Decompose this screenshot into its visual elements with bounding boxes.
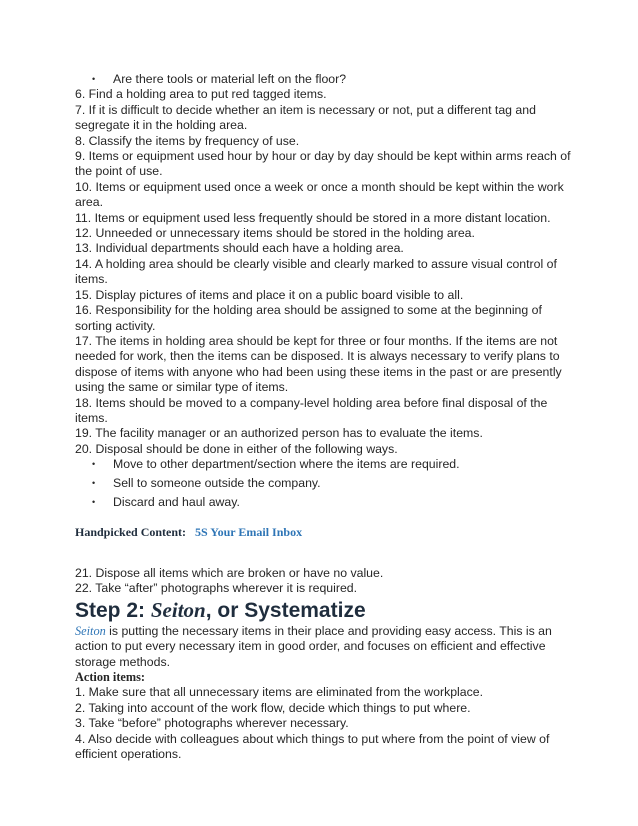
list-item: 7. If it is difficult to decide whether an item is necessary or not, put a different tag and segregate it in the holding area. bbox=[75, 102, 536, 133]
step-suffix: , or Systematize bbox=[205, 598, 366, 622]
step-term: Seiton bbox=[150, 597, 206, 622]
list-item: 14. A holding area should be clearly visible and clearly marked to assure visual control of items. bbox=[75, 256, 557, 287]
list-item: 15. Display pictures of items and place it on a public board visible to all. bbox=[75, 287, 464, 302]
intro-term: Seiton bbox=[75, 623, 106, 638]
document-page bbox=[75, 72, 575, 762]
step-heading bbox=[75, 599, 575, 622]
list-item: • Move to other department/section where the items are required. bbox=[75, 457, 575, 472]
list-item: • Discard and haul away. bbox=[75, 495, 575, 510]
list-item: 10. Items or equipment used once a week or once a month should be kept within the work area. bbox=[75, 179, 564, 210]
handpicked-content bbox=[75, 525, 575, 540]
final-steps bbox=[75, 566, 575, 597]
list-item: 16. Responsibility for the holding area should be assigned to some at the beginning of sorting activity. bbox=[75, 303, 542, 333]
list-item: 20. Disposal should be done in either of the following ways. bbox=[75, 441, 398, 456]
list-item: 12. Unneeded or unnecessary items should be stored in the holding area. bbox=[75, 226, 475, 241]
list-item: 4. Also decide with colleagues about which things to put where from the point of view of efficient operations. bbox=[75, 731, 550, 762]
list-item: 17. The items in holding area should be kept for three or four months. If the items are not needed for work, then the items can be disposed. It is always necessary to verify plans to dispose of items with anyone who had been using these items in the past or are presently using the same or similar type of items. bbox=[75, 333, 562, 395]
list-item: • Are there tools or material left on the floor? bbox=[75, 72, 575, 87]
list-item: 6. Find a holding area to put red tagged items. bbox=[75, 87, 327, 102]
intro-text: is putting the necessary items in their place and providing easy access. This is an action to put every necessary item in good order, and focuses on efficient and effective storage methods. bbox=[75, 623, 552, 669]
list-item: 19. The facility manager or an authorized person has to evaluate the items. bbox=[75, 426, 483, 441]
list-item: 9. Items or equipment used hour by hour or day by day should be kept within arms reach of the point of use. bbox=[75, 149, 571, 179]
list-item: 18. Items should be moved to a company-level holding area before final disposal of the items. bbox=[75, 395, 548, 425]
intro-paragraph bbox=[75, 624, 575, 670]
list-item: 8. Classify the items by frequency of use. bbox=[75, 133, 300, 148]
list-item: 21. Dispose all items which are broken or have no value. bbox=[75, 565, 384, 580]
action-items bbox=[75, 685, 575, 762]
numbered-steps bbox=[75, 87, 575, 457]
list-item: 13. Individual departments should each have a holding area. bbox=[75, 241, 404, 256]
list-item: 3. Take “before” photographs wherever necessary. bbox=[75, 716, 349, 731]
step-prefix: Step 2: bbox=[75, 598, 151, 622]
list-item: 1. Make sure that all unnecessary items are eliminated from the workplace. bbox=[75, 685, 484, 700]
list-item: 2. Taking into account of the work flow, decide which things to put where. bbox=[75, 700, 471, 715]
list-item: • Sell to someone outside the company. bbox=[75, 476, 575, 491]
list-item: 22. Take “after” photographs wherever it is required. bbox=[75, 581, 358, 596]
disposal-bullet-list bbox=[75, 457, 575, 510]
list-item: 11. Items or equipment used less frequently should be stored in a more distant location. bbox=[75, 210, 551, 225]
handpicked-label: Handpicked Content: bbox=[75, 524, 187, 539]
handpicked-link[interactable]: 5S Your Email Inbox bbox=[195, 524, 303, 539]
action-items-heading: Action items: bbox=[75, 670, 146, 684]
floor-bullet-list bbox=[75, 72, 575, 87]
